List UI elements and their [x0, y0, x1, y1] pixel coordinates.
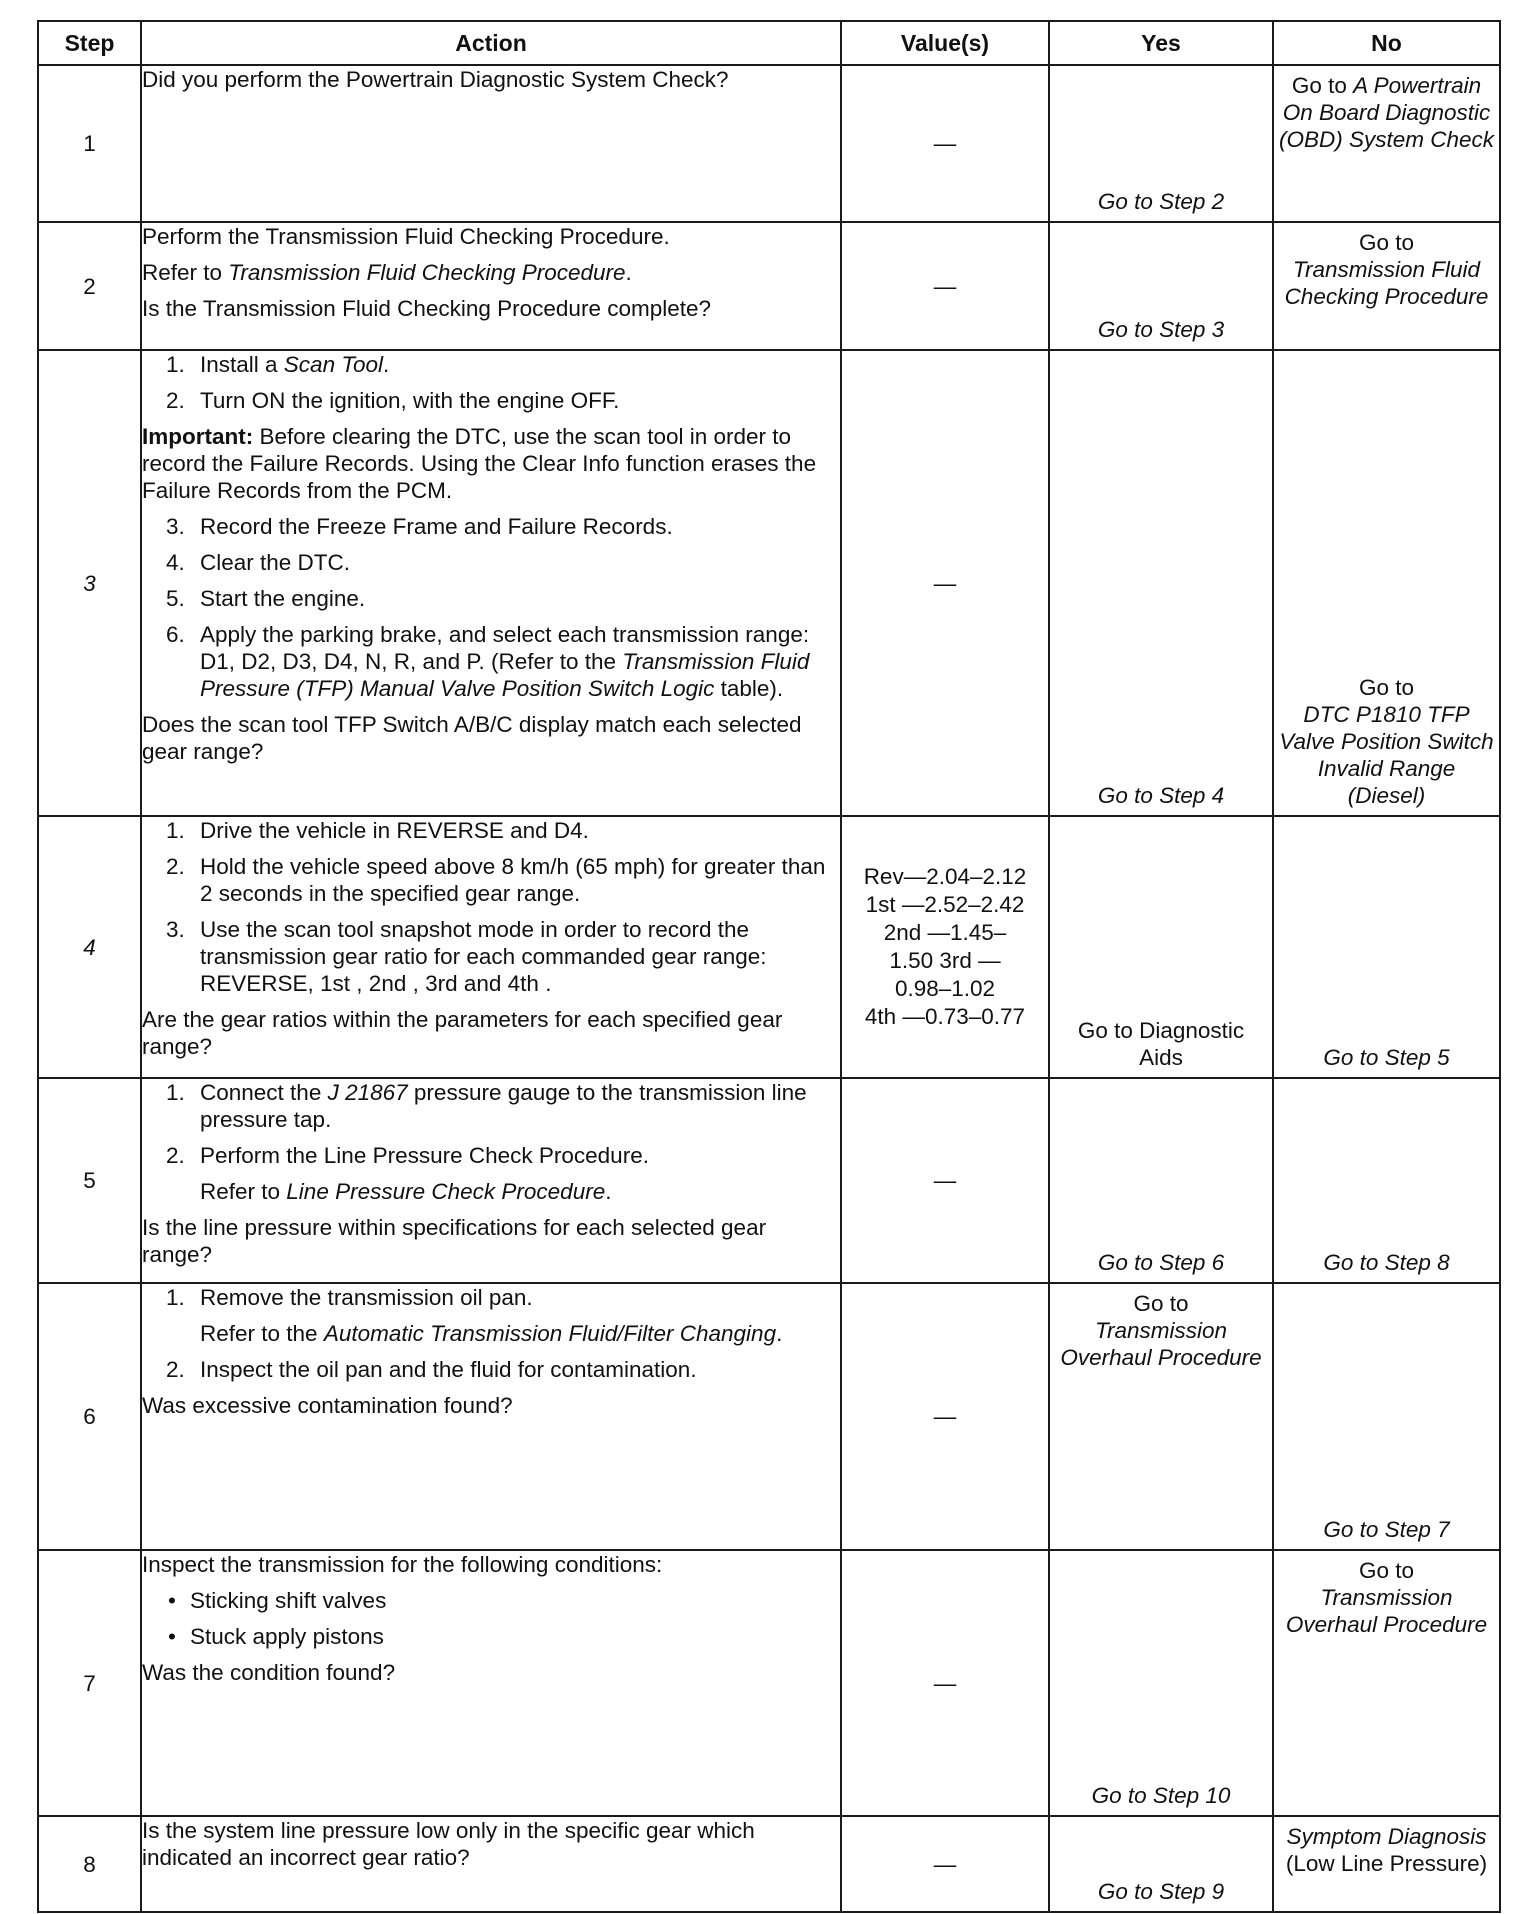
no-link[interactable]: Go to Step 5 — [1323, 1045, 1450, 1070]
header-step: Step — [38, 21, 141, 65]
list-item: 2. Hold the vehicle speed above 8 km/h (65 mph) for greater than 2 seconds in the specified gear range. — [166, 854, 826, 906]
list-item: 2. Turn ON the ignition, with the engine OFF. — [166, 388, 620, 413]
value-cell: — — [841, 65, 1049, 222]
header-row — [38, 21, 1500, 65]
procedure-reference[interactable]: Line Pressure Check Procedure — [286, 1179, 606, 1204]
action-cell — [141, 1550, 841, 1816]
header-values: Value(s) — [841, 21, 1049, 65]
no-cell — [1273, 1816, 1500, 1912]
step-number: 2 — [38, 222, 141, 350]
list-item: 3. Record the Freeze Frame and Failure Records. — [166, 514, 673, 539]
action-line: Inspect the transmission for the following conditions: — [142, 1552, 663, 1577]
value-cell: — — [841, 1816, 1049, 1912]
important-note: Important: Before clearing the DTC, use the scan tool in order to record the Failure Records. Using the Clear Info function erases the Failure Records from the PCM. — [142, 424, 817, 503]
step-number: 3 — [38, 350, 141, 816]
action-cell — [141, 816, 841, 1078]
header-no: No — [1273, 21, 1500, 65]
yes-cell — [1049, 65, 1273, 222]
table-row — [38, 816, 1500, 1078]
list-item: 1. Connect the J 21867 pressure gauge to the transmission line pressure tap. — [166, 1080, 807, 1132]
no-cell — [1273, 65, 1500, 222]
yes-link[interactable]: Go to Step 10 — [1091, 1783, 1231, 1808]
value-cell: — — [841, 1283, 1049, 1550]
table-row — [38, 350, 1500, 816]
question: Is the Transmission Fluid Checking Procedure complete? — [142, 296, 712, 321]
no-cell — [1273, 350, 1500, 816]
list-item: • Sticking shift valves — [168, 1588, 387, 1613]
step-number: 5 — [38, 1078, 141, 1283]
no-link[interactable]: Go to Step 7 — [1323, 1517, 1450, 1542]
no-cell — [1273, 222, 1500, 350]
yes-cell — [1049, 816, 1273, 1078]
yes-cell — [1049, 222, 1273, 350]
yes-cell — [1049, 1550, 1273, 1816]
yes-link[interactable]: Go to Step 6 — [1097, 1250, 1225, 1275]
list-item: 2. Inspect the oil pan and the fluid for contamination. — [166, 1357, 697, 1382]
no-link[interactable]: Go to Transmission Fluid Checking Procedure — [1284, 230, 1489, 309]
question: Did you perform the Powertrain Diagnostic System Check? — [142, 67, 729, 92]
action-cell — [141, 1283, 841, 1550]
no-link[interactable]: Go to DTC P1810 TFP Valve Position Switch Invalid Range (Diesel) — [1279, 675, 1494, 808]
gear-ratio-line: 4th —0.73–0.77 — [864, 1004, 1026, 1029]
gear-ratio-line: 1.50 3rd — — [889, 948, 1001, 973]
action-line: Perform the Transmission Fluid Checking Procedure. — [142, 224, 670, 249]
yes-link[interactable]: Go to Step 4 — [1097, 783, 1225, 808]
list-item: 3. Use the scan tool snapshot mode in order to record the transmission gear ratio for each commanded gear range: REVERSE, 1st , 2nd , 3rd and 4th . — [166, 917, 767, 996]
no-link[interactable]: Go to Step 8 — [1323, 1250, 1450, 1275]
no-cell — [1273, 1078, 1500, 1283]
step-number: 7 — [38, 1550, 141, 1816]
gear-ratio-line: 1st —2.52–2.42 — [865, 892, 1025, 917]
list-item: 5. Start the engine. — [166, 586, 366, 611]
value-cell: — — [841, 350, 1049, 816]
table-row — [38, 1283, 1500, 1550]
procedure-reference[interactable]: Automatic Transmission Fluid/Filter Changing — [323, 1321, 777, 1346]
action-cell — [141, 350, 841, 816]
table-row — [38, 1078, 1500, 1283]
gear-ratio-line: 0.98–1.02 — [894, 976, 996, 1001]
procedure-reference[interactable]: Transmission Fluid Checking Procedure — [228, 260, 626, 285]
question: Was excessive contamination found? — [142, 1393, 513, 1418]
diagnostic-table — [37, 20, 1501, 1913]
question: Does the scan tool TFP Switch A/B/C display match each selected gear range? — [142, 712, 802, 764]
list-item: 4. Clear the DTC. — [166, 550, 351, 575]
value-cell: — — [841, 1078, 1049, 1283]
table-row — [38, 222, 1500, 350]
no-cell — [1273, 1283, 1500, 1550]
step-number: 1 — [38, 65, 141, 222]
reference-line: Refer to Line Pressure Check Procedure. — [200, 1179, 612, 1204]
step-number: 4 — [38, 816, 141, 1078]
yes-link[interactable]: Go to Step 3 — [1097, 317, 1225, 342]
action-cell — [141, 1816, 841, 1912]
header-action: Action — [141, 21, 841, 65]
yes-link[interactable]: Go to Step 2 — [1097, 189, 1225, 214]
question: Are the gear ratios within the parameters for each specified gear range? — [142, 1007, 783, 1059]
value-cell: — — [841, 222, 1049, 350]
list-item: 1. Remove the transmission oil pan. — [166, 1285, 533, 1310]
list-item: 2. Perform the Line Pressure Check Procedure. — [166, 1143, 649, 1168]
list-item: • Stuck apply pistons — [168, 1624, 384, 1649]
question: Was the condition found? — [142, 1660, 396, 1685]
step-number: 6 — [38, 1283, 141, 1550]
yes-cell — [1049, 1078, 1273, 1283]
question: Is the line pressure within specifications for each selected gear range? — [142, 1215, 767, 1267]
no-link[interactable]: Go to Transmission Overhaul Procedure — [1285, 1558, 1488, 1637]
yes-link[interactable]: Go to Transmission Overhaul Procedure — [1060, 1291, 1262, 1370]
yes-cell — [1049, 1816, 1273, 1912]
value-cell: — — [841, 1550, 1049, 1816]
list-item: 1. Install a Scan Tool. — [166, 352, 390, 377]
list-item: 1. Drive the vehicle in REVERSE and D4. — [166, 818, 589, 843]
table-row — [38, 1550, 1500, 1816]
question: Is the system line pressure low only in the specific gear which indicated an incorrect gear ratio? — [142, 1818, 755, 1870]
table-row — [38, 65, 1500, 222]
action-cell — [141, 222, 841, 350]
gear-ratio-line: Rev—2.04–2.12 — [863, 864, 1027, 889]
list-item: 6. Apply the parking brake, and select each transmission range: D1, D2, D3, D4, N, R, and P. (Refer to the Transmission Fluid Pressure (TFP) Manual Valve Position Switch Logic table). — [166, 622, 810, 701]
no-cell — [1273, 1550, 1500, 1816]
action-line: Refer to Transmission Fluid Checking Procedure. — [142, 260, 632, 285]
yes-cell — [1049, 1283, 1273, 1550]
no-link[interactable]: Go to A Powertrain On Board Diagnostic (OBD) System Check — [1278, 73, 1495, 152]
gear-ratio-line: 2nd —1.45– — [883, 920, 1007, 945]
action-cell — [141, 1078, 841, 1283]
value-cell — [841, 816, 1049, 1078]
yes-link[interactable]: Go to Diagnostic Aids — [1077, 1018, 1245, 1070]
table-row — [38, 1816, 1500, 1912]
reference-line: Refer to the Automatic Transmission Fluid/Filter Changing. — [200, 1321, 783, 1346]
action-cell — [141, 65, 841, 222]
no-link[interactable]: Symptom Diagnosis (Low Line Pressure) — [1285, 1824, 1488, 1876]
step-number: 8 — [38, 1816, 141, 1912]
no-cell — [1273, 816, 1500, 1078]
yes-link[interactable]: Go to Step 9 — [1097, 1879, 1225, 1904]
header-yes: Yes — [1049, 21, 1273, 65]
yes-cell — [1049, 350, 1273, 816]
